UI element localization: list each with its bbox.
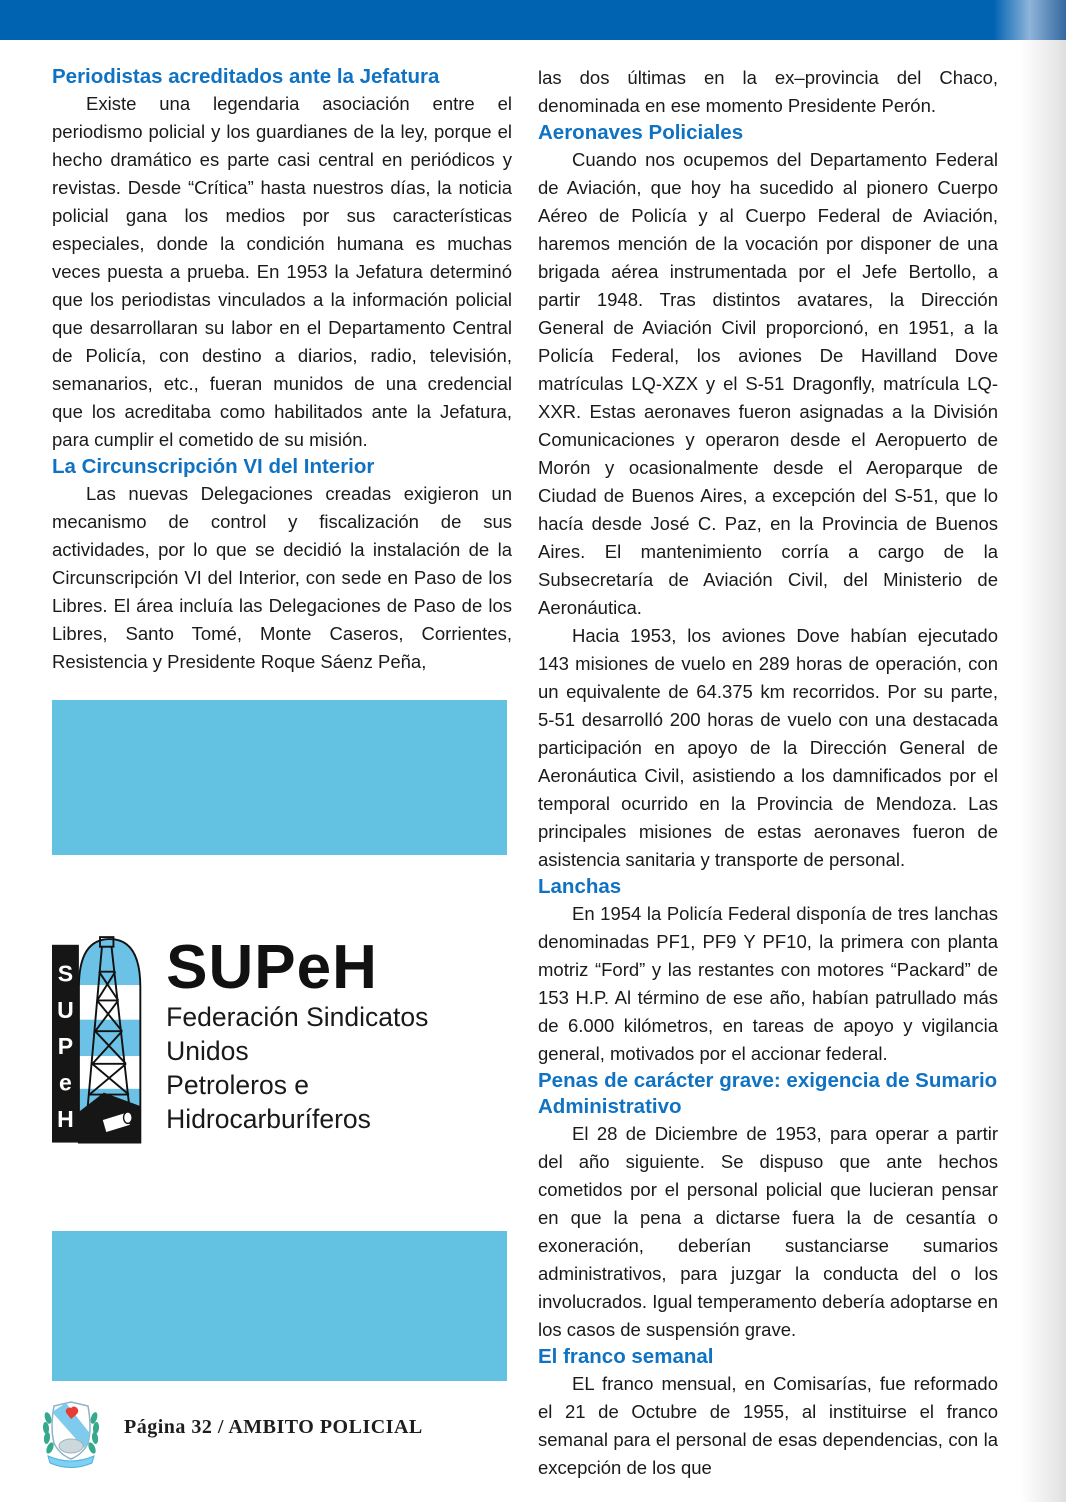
image-placeholder-2	[52, 1231, 507, 1381]
section-heading-penas: Penas de carácter grave: exigencia de Sumario Administrativo	[538, 1069, 998, 1118]
supeh-letter-e: e	[59, 1069, 72, 1096]
supeh-subline-2: Petroleros e Hidrocarburíferos	[166, 1070, 371, 1134]
paragraph-aeronaves-1: Cuando nos ocupemos del Departamento Federal de Aviación, que hoy ha sucedido al pionero Cuerpo Aéreo de Policía y al Cuerpo Federal de Aviación, haremos mención de la vocación por disponer de una brigada aérea instrumentada por el Jefe Bertollo, a partir 1948. Tras distintos avatares, la Dirección General de Aviación Civil proporcionó, en 1951, a la Policía Federal, los aviones De Havilland Dove matrículas LQ-XZX y el S-51 Dragonfly, matrícula LQ-XXR. Estas aeronaves fueron asignadas a la División Comunicaciones y operaron desde el Aeropuerto de Morón y ocasionalmente desde el Aeroparque de Ciudad de Buenos Aires, a excepción del S-51, que lo hacía desde José C. Paz, en la Provincia de Buenos Aires. El mantenimiento corría a cargo de la Subsecretaría de Aviación Civil, del Ministerio de Aeronáutica.	[538, 149, 998, 618]
supeh-letter-p: P	[57, 1033, 74, 1060]
section-heading-lanchas: Lanchas	[538, 875, 622, 898]
section-heading-aeronaves: Aeronaves Policiales	[538, 121, 744, 144]
police-crest-icon	[40, 1396, 102, 1468]
supeh-wordmark: SUPeH	[166, 933, 378, 1002]
section-heading-franco: El franco semanal	[538, 1345, 714, 1368]
page-footer	[40, 1396, 423, 1468]
page-number-label: Página 32 / AMBITO POLICIAL	[124, 1416, 423, 1438]
section-heading-periodistas: Periodistas acreditados ante la Jefatura	[52, 65, 440, 88]
right-column	[538, 64, 998, 1482]
supeh-emblem-icon	[52, 925, 144, 1147]
supeh-letter-h: H	[57, 1106, 74, 1133]
page-edge-shadow	[1020, 40, 1066, 1502]
paragraph-chaco-continuation: las dos últimas en la ex–provincia del Chaco, denominada en ese momento Presidente Perón.	[538, 67, 998, 116]
supeh-subline-1: Federación Sindicatos Unidos	[166, 1002, 429, 1066]
image-placeholder-1	[52, 700, 507, 855]
paragraph-circunscripcion: Las nuevas Delegaciones creadas exigieron un mecanismo de control y fiscalización de sus actividades, por lo que se decidió la instalación de la Circunscripción VI del Interior, con sede en Paso de los Libres. El área incluía las Delegaciones de Paso de los Libres, Santo Tomé, Monte Caseros, Corrientes, Resistencia y Presidente Roque Sáenz Peña,	[52, 483, 512, 672]
supeh-letter-s: S	[57, 960, 74, 987]
paragraph-franco: EL franco mensual, en Comisarías, fue reformado el 21 de Octubre de 1955, al instituirse el franco semanal para el personal de esas dependencias, con la excepción de los que	[538, 1373, 998, 1478]
top-banner	[0, 0, 1066, 40]
paragraph-periodistas: Existe una legendaria asociación entre el periodismo policial y los guardianes de la ley, porque el hecho dramático es parte casi central en periódicos y revistas. Desde “Crítica” hasta nuestros días, la noticia policial gana los medios por sus características especiales, donde la condición humana es muchas veces puesta a prueba. En 1953 la Jefatura determinó que los periodistas vinculados a la información policial que desarrollaran su labor en el Departamento Central de Policía, con destino a diarios, radio, televisión, semanarios, etc., fueran munidos de una credencial que los acreditaba como habilitados ante la Jefatura, para cumplir el cometido de su misión.	[52, 93, 512, 450]
section-heading-circunscripcion: La Circunscripción VI del Interior	[52, 455, 375, 478]
supeh-logo-text	[166, 933, 507, 1136]
left-column	[52, 64, 512, 1381]
paragraph-aeronaves-2: Hacia 1953, los aviones Dove habían ejecutado 143 misiones de vuelo en 289 horas de operación, con un equivalente de 64.375 km recorridos. Por su parte, 5-51 desarrolló 200 horas de vuelo con una destacada participación en apoyo de la Dirección General de Aeronáutica Civil, asistiendo a los damnificados por el temporal ocurrido en la Provincia de Mendoza. Las principales misiones de estas aeronaves fueron de asistencia sanitaria y transporte de personal.	[538, 625, 998, 870]
paragraph-penas: El 28 de Diciembre de 1953, para operar a partir del año siguiente. Se dispuso que ante hechos cometidos por el personal policial que lucieran pensar en que la pena a dictarse fuera la de cesantía o exoneración, deberían sustanciarse sumarios administrativos, para juzgar la conducta del o los involucrados. Igual temperamento debería adoptarse en los casos de suspensión grave.	[538, 1123, 998, 1340]
supeh-letter-u: U	[57, 996, 74, 1023]
supeh-logo	[52, 925, 507, 1147]
paragraph-lanchas: En 1954 la Policía Federal disponía de tres lanchas denominadas PF1, PF9 Y PF10, la primera con planta motriz “Ford” y las restantes con motores “Packard” de 153 H.P. Al término de ese año, habían patrullado más de 6.000 kilómetros, en tareas de apoyo y vigilancia general, motivados por el accionar federal.	[538, 903, 998, 1064]
